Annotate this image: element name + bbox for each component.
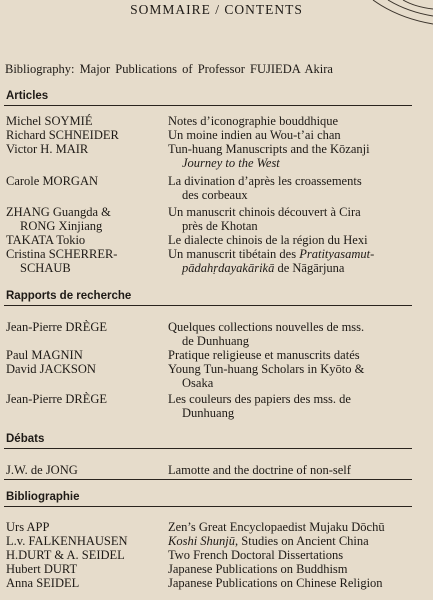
section-rule	[4, 305, 412, 306]
section-rule	[4, 479, 412, 480]
section-rule	[4, 448, 412, 449]
entry-author: TAKATA Tokio	[6, 233, 86, 247]
entry-author-cont: SCHAUB	[20, 261, 71, 275]
entry-title: Un manuscrit chinois découvert à Cira	[168, 205, 361, 219]
bibliography-dedication: Bibliography: Major Publications of Professor FUJIEDA Akira	[5, 62, 333, 76]
entry-title: Un manuscrit tibétain des	[168, 247, 297, 261]
entry-title: Un moine indien au Wou-t’ai chan	[168, 128, 341, 142]
entry-author: Paul MAGNIN	[6, 348, 83, 362]
entry-author: ZHANG Guangda &	[6, 205, 111, 219]
entry-author: J.W. de JONG	[6, 463, 78, 477]
entry-title: Le dialecte chinois de la région du Hexi	[168, 233, 368, 247]
entry-title: Les couleurs des papiers des mss. de	[168, 392, 351, 406]
entry-author: Jean-Pierre DRÈGE	[6, 320, 108, 334]
entry-title: Zen’s Great Encyclopaedist Mujaku Dōchū	[168, 520, 385, 534]
section-heading-debats: Débats	[6, 433, 45, 445]
section-heading-bibliographie: Bibliographie	[6, 491, 80, 503]
entry-title: Tun-huang Manuscripts and the Kōzanji	[168, 142, 370, 156]
entry-title-italic: Pratityasamut-	[299, 247, 375, 261]
entry-title: Japanese Publications on Buddhism	[168, 562, 348, 576]
entry-author: Victor H. MAIR	[6, 142, 89, 156]
entry-title-tail: , Studies on Ancient China	[235, 534, 369, 548]
entry-author: Anna SEIDEL	[6, 576, 80, 590]
entry-title: Young Tun-huang Scholars in Kyōto &	[168, 362, 365, 376]
entry-author-cont: RONG Xinjiang	[20, 219, 103, 233]
entry-author: Cristina SCHERRER-	[6, 247, 118, 261]
entry-title-cont: des corbeaux	[182, 188, 248, 202]
entry-title-cont: Osaka	[182, 376, 214, 390]
entry-title: Two French Doctoral Dissertations	[168, 548, 344, 562]
entry-title: La divination d’après les croassements	[168, 174, 362, 188]
page-title: SOMMAIRE / CONTENTS	[130, 2, 303, 17]
entry-title-cont: Dunhuang	[182, 406, 235, 420]
entry-author: Urs APP	[6, 520, 50, 534]
entry-author: L.v. FALKENHAUSEN	[6, 534, 128, 548]
entry-title: Notes d’iconographie bouddhique	[168, 114, 339, 128]
entry-author: David JACKSON	[6, 362, 96, 376]
entry-author: Jean-Pierre DRÈGE	[6, 392, 108, 406]
section-rule	[4, 506, 412, 507]
entry-title-italic: Koshi Shunjū	[168, 534, 236, 548]
section-rule	[4, 105, 412, 106]
entry-title: Quelques collections nouvelles de mss.	[168, 320, 365, 334]
entry-title: Pratique religieuse et manuscrits datés	[168, 348, 360, 362]
entry-title: Lamotte and the doctrine of non-self	[168, 463, 351, 477]
entry-author: Michel SOYMIÉ	[6, 114, 93, 128]
section-heading-articles: Articles	[6, 90, 49, 102]
entry-author: Richard SCHNEIDER	[6, 128, 119, 142]
entry-title-italic: Journey to the West	[182, 156, 280, 170]
entry-title-cont: près de Khotan	[182, 219, 258, 233]
section-heading-rapports: Rapports de recherche	[6, 290, 132, 302]
entry-author: H.DURT & A. SEIDEL	[6, 548, 125, 562]
entry-title-italic: pādahṛdayakārikā	[182, 261, 275, 275]
entry-author: Carole MORGAN	[6, 174, 99, 188]
entry-title: Japanese Publications on Chinese Religion	[168, 576, 383, 590]
entry-title-cont: de Dunhuang	[182, 334, 249, 348]
entry-title-tail: de Nāgārjuna	[277, 261, 345, 275]
entry-author: Hubert DURT	[6, 562, 78, 576]
